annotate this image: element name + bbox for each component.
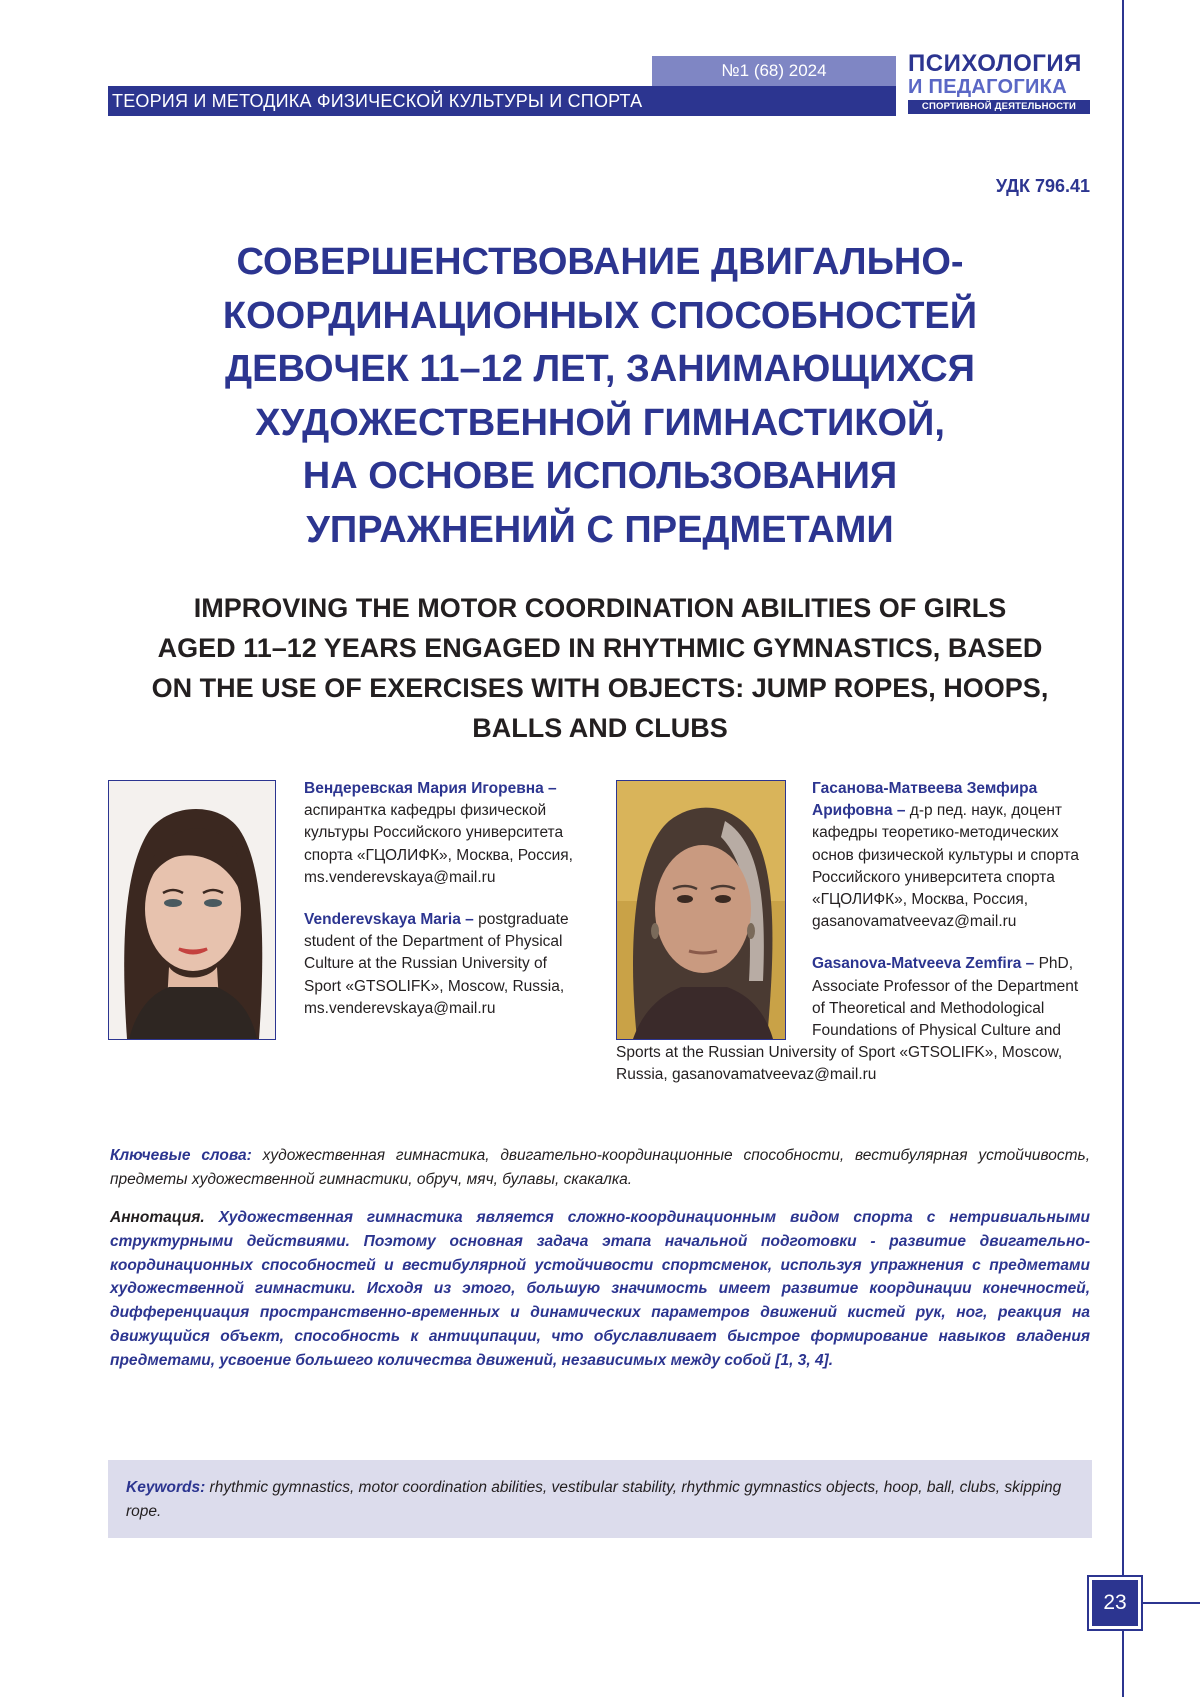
keywords-en-label: Keywords: [126,1479,205,1496]
section-title: ТЕОРИЯ И МЕТОДИКА ФИЗИЧЕСКОЙ КУЛЬТУРЫ И СПОРТА [108,86,896,116]
keywords-russian [110,1144,1090,1192]
journal-logo-line2: И ПЕДАГОГИКА [908,76,1090,98]
title-ru-line: КООРДИНАЦИОННЫХ СПОСОБНОСТЕЙ [223,295,977,337]
abstract-label: Аннотация. [110,1209,205,1226]
keywords-ru-label: Ключевые слова: [110,1147,252,1164]
abstract-text: Художественная гимнастика является сложно-координационным видом спорта с нетривиальными структурными действиями. Поэтому основная задача этапа начальной подготовки - развитие двигательно-координационных способностей и вестибулярной устойчивости спортсменок, используя упражнения с предметами художественной гимнастики. Исходя из этого, большую значимость имеет развитие координации конечностей, дифференциация пространственно-временных и динамических параметров движений кистей рук, ног, реакция на движущийся объект, способность к антиципации, что обуславливает быстрое формирование навыков владения предметами, усвоение большего количества движений, независимых между собой [1, 3, 4]. [110,1209,1090,1369]
abstract [110,1206,1090,1373]
journal-logo-line3: СПОРТИВНОЙ ДЕЯТЕЛЬНОСТИ [908,100,1090,114]
issue-number: №1 (68) 2024 [652,56,896,86]
title-ru-line: ХУДОЖЕСТВЕННОЙ ГИМНАСТИКОЙ, [255,402,945,444]
journal-logo-line1: ПСИХОЛОГИЯ [908,52,1090,76]
author-bio-en-text: postgraduate student of the Department of Physical Culture at the Russian University of Sport «GTSOLIFK», Moscow, Russia, ms.venderevskaya@mail.ru [304,911,569,1017]
title-english [110,588,1090,748]
keywords-english [108,1460,1092,1538]
author-name-ru: Вендеревская Мария Игоревна – [304,780,557,797]
title-en-line: ON THE USE OF EXERCISES WITH OBJECTS: JUMP ROPES, HOOPS, [152,673,1049,703]
title-russian [110,236,1090,557]
title-en-line: IMPROVING THE MOTOR COORDINATION ABILITIES OF GIRLS [194,593,1007,623]
author-bio-ru-text: д-р пед. наук, доцент кафедры теоретико-методических основ физической культуры и спорта Российского университета спорта «ГЦОЛИФК», Москва, Россия, gasanovamatveevaz@mail.ru [812,802,1079,930]
title-ru-line: СОВЕРШЕНСТВОВАНИЕ ДВИГАЛЬНО- [236,241,963,283]
title-ru-line: НА ОСНОВЕ ИСПОЛЬЗОВАНИЯ [303,455,897,497]
page-number: 23 [1092,1580,1138,1626]
journal-logo [908,52,1090,114]
title-en-line: AGED 11–12 YEARS ENGAGED IN RHYTHMIC GYMNASTICS, BASED [158,633,1043,663]
title-ru-line: УПРАЖНЕНИЙ С ПРЕДМЕТАМИ [306,509,893,551]
page-edge-line [1122,0,1124,1697]
keywords-en-text: rhythmic gymnastics, motor coordination abilities, vestibular stability, rhythmic gymnastics objects, hoop, ball, clubs, skipping rope. [126,1479,1061,1520]
author-bio-en-text: PhD, Associate Professor of the Department of Theoretical and Methodological Foundations of Physical Culture and Sports at the Russian University of Sport «GTSOLIFK», Moscow, Russia, gasanovamatveevaz@mail.ru [616,955,1078,1083]
keywords-ru-text: художественная гимнастика, двигательно-координационные способности, вестибулярная устойчивость, предметы художественной гимнастики, обруч, мяч, булавы, скакалка. [110,1147,1090,1188]
title-en-line: BALLS AND CLUBS [472,713,728,743]
author-venderevskaya [108,778,578,1040]
author-name-en: Venderevskaya Maria – [304,911,474,928]
author-name-en: Gasanova-Matveeva Zemfira – [812,955,1034,972]
title-ru-line: ДЕВОЧЕК 11–12 ЛЕТ, ЗАНИМАЮЩИХСЯ [225,348,975,390]
author-name-ru: Гасанова-Матвеева Земфира Арифовна – [812,780,1037,819]
author-gasanova-matveeva [616,778,1092,1107]
author-bio-ru-text: аспирантка кафедры физической культуры Российского университета спорта «ГЦОЛИФК», Москва, Россия, ms.venderevskaya@mail.ru [304,802,573,886]
udk-code: УДК 796.41 [996,176,1090,197]
